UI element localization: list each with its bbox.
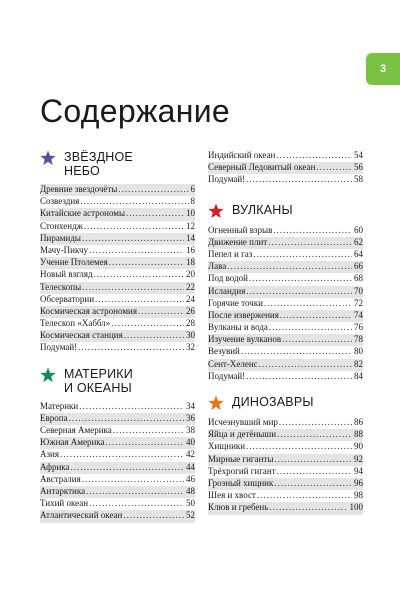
toc-entry[interactable] (40, 282, 195, 294)
toc-entry-page: 38 (186, 425, 195, 435)
toc-entry-page: 92 (354, 453, 363, 464)
toc-entry[interactable] (208, 237, 363, 249)
toc-right-column (208, 150, 363, 527)
dot-leader (246, 371, 352, 381)
toc-entry[interactable] (208, 359, 363, 371)
toc-entry[interactable] (208, 261, 363, 273)
green-star-icon (40, 367, 56, 383)
toc-entry-title: Индийский океан (208, 150, 276, 160)
toc-entry-page: 86 (354, 417, 363, 427)
toc-entry-title: Учение Птолемея (40, 257, 108, 268)
toc-entry-title: После извержения (208, 309, 279, 320)
toc-entry[interactable] (40, 486, 195, 498)
toc-entry[interactable] (208, 174, 363, 186)
toc-left-column (40, 150, 195, 535)
dot-leader (126, 208, 184, 218)
toc-entry-page: 66 (354, 261, 363, 272)
toc-entry-title: Африка (40, 461, 70, 472)
toc-entry-page: 74 (354, 309, 363, 320)
toc-entry-page: 42 (186, 449, 195, 460)
toc-entry-title: Австралия (40, 473, 81, 484)
toc-entry-page: 26 (186, 305, 195, 316)
toc-entry[interactable] (40, 510, 195, 522)
toc-entry-page: 10 (186, 208, 195, 219)
dot-leader (246, 441, 352, 451)
dot-leader (82, 282, 184, 292)
toc-entry[interactable] (208, 441, 363, 453)
toc-entry-title: Исчезнувший мир (208, 417, 278, 427)
dot-leader (69, 413, 184, 423)
toc-entry-page: 24 (186, 293, 195, 304)
toc-entry[interactable] (40, 257, 195, 269)
toc-entry[interactable] (40, 318, 195, 330)
toc-entry-list (208, 417, 363, 515)
toc-entry-page: 12 (186, 220, 195, 231)
toc-section (208, 395, 363, 515)
dot-leader (118, 184, 188, 194)
toc-entry-page: 20 (186, 269, 195, 280)
section-title-line: ДИНОЗАВРЫ (232, 395, 314, 409)
toc-entry-title: Горячие точки (208, 297, 263, 308)
toc-entry-title: Шея и хвост (208, 490, 256, 501)
dot-leader (227, 261, 352, 271)
section-title-line: ЗВЁЗДНОЕ (64, 150, 133, 164)
dot-leader (279, 417, 352, 427)
dot-leader (138, 306, 184, 316)
purple-star-icon (40, 150, 56, 166)
toc-entry-title: Мирные гиганты (208, 453, 274, 464)
dot-leader (124, 330, 184, 340)
toc-entry-page: 6 (190, 184, 195, 194)
toc-entry[interactable] (40, 437, 195, 449)
toc-entry[interactable] (40, 184, 195, 196)
toc-entry-title: Трёхрогий гигант (208, 465, 276, 476)
toc-entry[interactable] (208, 225, 363, 237)
toc-entry[interactable] (208, 150, 363, 162)
toc-entry-title: Подумай! (208, 370, 246, 381)
toc-entry[interactable] (40, 196, 195, 208)
toc-entry[interactable] (40, 245, 195, 257)
toc-entry-title: Пепел и газ (208, 248, 253, 259)
dot-leader (274, 478, 352, 488)
toc-entry[interactable] (208, 310, 363, 322)
dot-leader (241, 346, 352, 356)
toc-entry[interactable] (40, 449, 195, 461)
toc-entry-page: 36 (186, 412, 195, 423)
page-title: Содержание (40, 93, 231, 129)
toc-entry[interactable] (208, 273, 363, 285)
toc-entry[interactable] (40, 233, 195, 245)
toc-entry-page: 84 (354, 370, 363, 381)
dot-leader (106, 437, 184, 447)
toc-entry-page: 90 (354, 441, 363, 452)
section-title-line: И ОКЕАНЫ (64, 380, 132, 395)
toc-entry[interactable] (40, 462, 195, 474)
toc-entry-title: Атлантический океан (40, 510, 123, 521)
toc-entry-title: Европа (40, 412, 68, 423)
toc-entry-title: Яйца и детёныши (208, 429, 277, 440)
dot-leader (86, 486, 184, 496)
orange-star-icon (208, 395, 224, 411)
toc-entry[interactable] (40, 269, 195, 281)
dot-leader (113, 425, 184, 435)
toc-entry-title: Сент-Хеленс (208, 358, 258, 369)
toc-entry-page: 60 (354, 224, 363, 235)
toc-entry-page: 72 (354, 297, 363, 308)
toc-entry-page: 46 (186, 473, 195, 484)
toc-section (208, 150, 363, 187)
toc-entry-page: 32 (186, 342, 195, 353)
section-title (232, 395, 314, 409)
toc-entry-title: Созвездия (40, 196, 80, 207)
toc-entry-title: Тихий океан (40, 498, 89, 509)
toc-entry[interactable] (208, 249, 363, 261)
dot-leader (71, 462, 184, 472)
toc-section (40, 150, 195, 355)
toc-entry-title: Китайские астрономы (40, 208, 126, 219)
toc-entry[interactable] (208, 490, 363, 502)
toc-entry-title: Подумай! (40, 342, 78, 353)
toc-entry-page: 68 (354, 273, 363, 284)
dot-leader (274, 454, 352, 464)
toc-entry[interactable] (208, 478, 363, 490)
toc-entry-page: 40 (186, 437, 195, 448)
dot-leader (280, 310, 352, 320)
toc-entry-page: 14 (186, 232, 195, 243)
toc-entry[interactable] (208, 454, 363, 466)
section-header (208, 203, 363, 219)
toc-entry-page: 70 (354, 285, 363, 296)
dot-leader (253, 249, 352, 259)
toc-entry-title: Под водой (208, 273, 248, 284)
toc-entry-page: 52 (186, 510, 195, 521)
toc-entry-title: Телескоп «Хаббл» (40, 318, 111, 329)
section-header (40, 367, 195, 395)
toc-entry-page: 18 (186, 257, 195, 268)
toc-entry-title: Движение плит (208, 236, 268, 247)
toc-entry-title: Космическая станция (40, 330, 123, 341)
toc-entry-page: 54 (354, 150, 363, 160)
toc-entry-page: 50 (186, 498, 195, 509)
toc-entry-title: Изучение вулканов (208, 334, 282, 345)
toc-entry-title: Космическая астрономия (40, 305, 137, 316)
dot-leader (60, 449, 184, 459)
dot-leader (82, 474, 184, 484)
toc-entry[interactable] (40, 208, 195, 220)
dot-leader (269, 502, 347, 512)
toc-entry-title: Новый взгляд (40, 269, 93, 280)
dot-leader (277, 429, 352, 439)
dot-leader (78, 342, 184, 352)
toc-entry-page: 80 (354, 346, 363, 357)
toc-entry-title: Клюв и гребень (208, 502, 269, 513)
toc-entry-page: 100 (349, 502, 363, 513)
toc-entry-title: Северный Ледовитый океан (208, 162, 316, 173)
toc-entry-list (208, 225, 363, 383)
section-title (64, 367, 133, 395)
dot-leader (273, 225, 352, 235)
toc-entry-page: 98 (354, 490, 363, 501)
toc-entry-list (40, 184, 195, 355)
toc-entry[interactable] (208, 346, 363, 358)
toc-entry-title: Пирамиды (40, 232, 81, 243)
section-title (64, 150, 133, 178)
dot-leader (316, 162, 352, 172)
red-star-icon (208, 203, 224, 219)
dot-leader (259, 359, 352, 369)
section-title-line: НЕБО (64, 164, 100, 178)
toc-section (40, 367, 195, 523)
toc-entry[interactable] (208, 502, 363, 514)
toc-entry[interactable] (208, 371, 363, 383)
dot-leader (277, 466, 352, 476)
toc-entry[interactable] (40, 306, 195, 318)
dot-leader (89, 498, 184, 508)
toc-entry-page: 96 (354, 477, 363, 488)
toc-entry-page: 56 (354, 162, 363, 173)
dot-leader (123, 510, 184, 520)
dot-leader (111, 318, 184, 328)
toc-entry-page: 76 (354, 322, 363, 333)
toc-entry-title: Азия (40, 449, 60, 460)
toc-entry[interactable] (40, 425, 195, 437)
toc-entry[interactable] (40, 221, 195, 233)
section-header (40, 150, 195, 178)
toc-entry-page: 28 (186, 318, 195, 329)
page-number-tab (366, 53, 400, 85)
toc-entry[interactable] (40, 413, 195, 425)
dot-leader (268, 237, 352, 247)
dot-leader (80, 196, 188, 206)
toc-entry[interactable] (208, 417, 363, 429)
dot-leader (94, 269, 184, 279)
dot-leader (84, 221, 184, 231)
toc-entry[interactable] (40, 330, 195, 342)
dot-leader (82, 233, 184, 243)
toc-entry-page: 88 (354, 429, 363, 440)
section-title (232, 203, 293, 217)
toc-entry[interactable] (208, 298, 363, 310)
toc-entry-title: Везувий (208, 346, 240, 357)
toc-entry-title: Грозный хищник (208, 477, 274, 488)
toc-entry[interactable] (40, 498, 195, 510)
toc-entry-title: Огненный взрыв (208, 224, 273, 235)
toc-entry[interactable] (208, 334, 363, 346)
dot-leader (264, 298, 352, 308)
toc-entry-list (208, 150, 363, 187)
toc-entry[interactable] (40, 401, 195, 413)
toc-entry[interactable] (208, 429, 363, 441)
toc-entry-title: Подумай! (208, 174, 246, 185)
dot-leader (89, 245, 184, 255)
dot-leader (257, 490, 352, 500)
toc-entry-list (40, 401, 195, 523)
toc-section (208, 203, 363, 383)
toc-entry-page: 78 (354, 334, 363, 345)
toc-entry-page: 62 (354, 236, 363, 247)
dot-leader (95, 294, 184, 304)
toc-entry-title: Исландия (208, 285, 246, 296)
toc-entry-title: Северная Америка (40, 425, 112, 435)
toc-entry-title: Хищники (208, 441, 246, 452)
toc-entry-page: 82 (354, 358, 363, 369)
toc-entry[interactable] (208, 286, 363, 298)
dot-leader (269, 322, 352, 332)
toc-entry-title: Мачу-Пикчу (40, 244, 89, 255)
toc-entry-title: Лава (208, 261, 227, 272)
dot-leader (79, 401, 184, 411)
toc-entry-page: 8 (190, 196, 195, 207)
toc-entry-title: Древние звездочёты (40, 184, 118, 194)
toc-entry-title: Телескопы (40, 281, 82, 292)
dot-leader (109, 257, 184, 267)
toc-entry-title: Антарктика (40, 485, 86, 496)
toc-entry-title: Вулканы и вода (208, 322, 268, 333)
section-title-line: ВУЛКАНЫ (232, 202, 293, 217)
toc-entry-title: Обсерватории (40, 293, 95, 304)
toc-entry[interactable] (208, 466, 363, 478)
page-number: 3 (379, 63, 387, 75)
toc-entry-page: 94 (354, 465, 363, 476)
toc-entry[interactable] (40, 342, 195, 354)
dot-leader (246, 174, 352, 184)
toc-entry-page: 30 (186, 330, 195, 341)
section-title-line: МАТЕРИКИ (64, 366, 133, 381)
toc-entry-page: 34 (186, 400, 195, 411)
toc-entry[interactable] (208, 162, 363, 174)
toc-entry-title: Материки (40, 400, 79, 411)
toc-entry-page: 44 (186, 461, 195, 472)
toc-entry-page: 16 (186, 244, 195, 255)
toc-entry[interactable] (40, 474, 195, 486)
toc-entry-page: 58 (354, 174, 363, 185)
toc-entry[interactable] (40, 294, 195, 306)
toc-entry-page: 48 (186, 485, 195, 496)
toc-entry[interactable] (208, 322, 363, 334)
dot-leader (246, 286, 352, 296)
toc-entry-title: Стонхендж (40, 220, 83, 231)
dot-leader (276, 150, 352, 160)
section-header (208, 395, 363, 411)
dot-leader (282, 334, 352, 344)
toc-entry-title: Южная Америка (40, 437, 105, 448)
dot-leader (249, 273, 352, 283)
toc-entry-page: 22 (186, 281, 195, 292)
toc-entry-page: 64 (354, 248, 363, 259)
